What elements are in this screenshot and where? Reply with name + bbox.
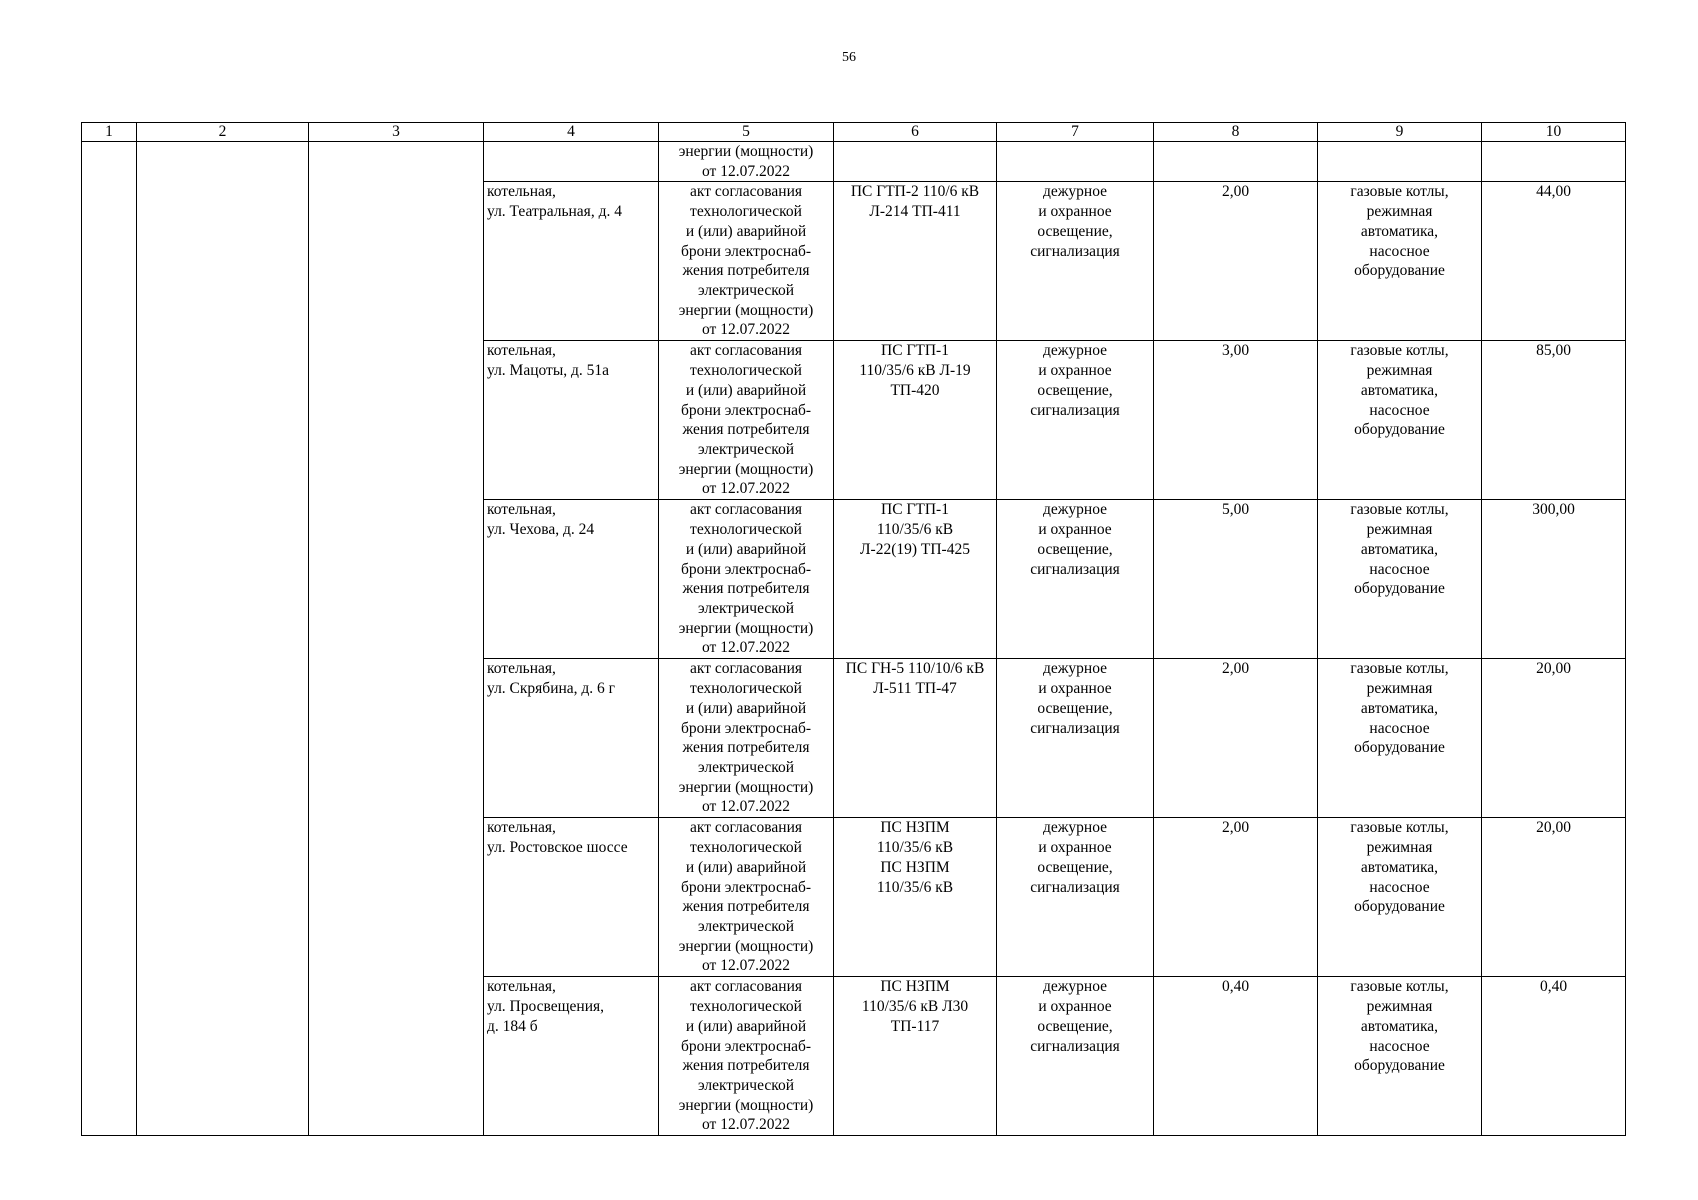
power-cell <box>1154 500 1318 659</box>
document-cell <box>659 818 834 977</box>
equipment-cell <box>1318 142 1482 182</box>
source-cell <box>834 977 997 1136</box>
object-text: котельная, ул. Мацоты, д. 51а <box>487 342 610 380</box>
loads-cell <box>997 142 1154 182</box>
equipment-text: газовые котлы, режимная автоматика, насосное оборудование <box>1350 501 1449 598</box>
equipment-text: газовые котлы, режимная автоматика, насосное оборудование <box>1350 183 1449 280</box>
equipment-text: газовые котлы, режимная автоматика, насосное оборудование <box>1350 342 1449 439</box>
power-text: 2,00 <box>1221 660 1250 678</box>
loads-cell <box>997 818 1154 977</box>
power-text: 2,00 <box>1221 819 1250 837</box>
value-text: 0,40 <box>1539 978 1568 996</box>
document-text: акт согласования технологической и (или) аварийной брони электроснаб- жения потребителя электрической энергии (мощности) от 12.07.2022 <box>678 342 814 498</box>
header-cell: 10 <box>1482 123 1626 142</box>
header-cell: 8 <box>1154 123 1318 142</box>
loads-cell <box>997 977 1154 1136</box>
loads-text: дежурное и охранное освещение, сигнализация <box>1030 183 1120 260</box>
document-cell <box>659 341 834 500</box>
equipment-text: газовые котлы, режимная автоматика, насосное оборудование <box>1350 978 1449 1075</box>
header-cell: 1 <box>82 123 137 142</box>
object-cell <box>484 818 659 977</box>
equipment-cell <box>1318 977 1482 1136</box>
header-cell: 9 <box>1318 123 1482 142</box>
source-text: ПС ГТП-1 110/35/6 кВ Л-19 ТП-420 <box>859 342 971 399</box>
organization-cell <box>309 142 484 1136</box>
source-text: ПС НЗПМ 110/35/6 кВ ПС НЗПМ 110/35/6 кВ <box>876 819 954 896</box>
object-cell <box>484 977 659 1136</box>
loads-text: дежурное и охранное освещение, сигнализация <box>1030 978 1120 1055</box>
document-cell <box>659 977 834 1136</box>
power-text: 0,40 <box>1221 978 1250 996</box>
object-cell <box>484 182 659 341</box>
value-text: 20,00 <box>1536 819 1571 837</box>
source-text: ПС ГН-5 110/10/6 кВ Л-511 ТП-47 <box>845 660 985 698</box>
power-cell <box>1154 142 1318 182</box>
source-cell <box>834 182 997 341</box>
object-text: котельная, ул. Просвещения, д. 184 б <box>487 978 605 1035</box>
source-cell <box>834 659 997 818</box>
value-cell <box>1482 142 1626 182</box>
document-text: акт согласования технологической и (или) аварийной брони электроснаб- жения потребителя электрической энергии (мощности) от 12.07.2022 <box>678 819 814 975</box>
value-cell <box>1482 977 1626 1136</box>
equipment-cell <box>1318 659 1482 818</box>
value-cell <box>1482 659 1626 818</box>
equipment-cell <box>1318 500 1482 659</box>
object-cell <box>484 341 659 500</box>
document-text: акт согласования технологической и (или) аварийной брони электроснаб- жения потребителя электрической энергии (мощности) от 12.07.2022 <box>678 501 814 657</box>
object-text: котельная, ул. Ростовское шоссе <box>487 819 628 857</box>
header-cell: 3 <box>309 123 484 142</box>
power-text: 2,00 <box>1221 183 1250 201</box>
source-cell <box>834 341 997 500</box>
value-cell <box>1482 341 1626 500</box>
power-cell <box>1154 182 1318 341</box>
document-text: акт согласования технологической и (или) аварийной брони электроснаб- жения потребителя электрической энергии (мощности) от 12.07.2022 <box>678 183 814 339</box>
loads-cell <box>997 182 1154 341</box>
object-cell <box>484 659 659 818</box>
section-cell <box>137 142 309 1136</box>
power-cell <box>1154 977 1318 1136</box>
source-cell <box>834 142 997 182</box>
power-cell <box>1154 818 1318 977</box>
object-cell <box>484 500 659 659</box>
source-text: ПС ГТП-1 110/35/6 кВ Л-22(19) ТП-425 <box>860 501 970 558</box>
power-text: 5,00 <box>1221 501 1250 519</box>
header-row <box>82 123 1626 142</box>
value-text: 20,00 <box>1536 660 1571 678</box>
loads-text: дежурное и охранное освещение, сигнализация <box>1030 501 1120 578</box>
document-cell <box>659 182 834 341</box>
value-text: 300,00 <box>1532 501 1575 519</box>
document-table <box>81 122 1626 1136</box>
row-number-cell <box>82 142 137 1136</box>
value-cell <box>1482 818 1626 977</box>
page-number: 56 <box>842 50 856 65</box>
document-text: акт согласования технологической и (или) аварийной брони электроснаб- жения потребителя электрической энергии (мощности) от 12.07.2022 <box>678 978 814 1134</box>
power-text: 3,00 <box>1221 342 1250 360</box>
loads-text: дежурное и охранное освещение, сигнализация <box>1030 660 1120 737</box>
loads-cell <box>997 659 1154 818</box>
document-cell <box>659 500 834 659</box>
value-text: 85,00 <box>1536 342 1571 360</box>
object-cell <box>484 142 659 182</box>
equipment-cell <box>1318 182 1482 341</box>
document-text: энергии (мощности) от 12.07.2022 <box>678 143 814 180</box>
value-text: 44,00 <box>1536 183 1571 201</box>
document-text: акт согласования технологической и (или) аварийной брони электроснаб- жения потребителя электрической энергии (мощности) от 12.07.2022 <box>678 660 814 816</box>
loads-cell <box>997 341 1154 500</box>
object-text: котельная, ул. Театральная, д. 4 <box>487 183 622 221</box>
source-cell <box>834 500 997 659</box>
power-cell <box>1154 341 1318 500</box>
value-cell <box>1482 182 1626 341</box>
header-cell: 2 <box>137 123 309 142</box>
equipment-cell <box>1318 818 1482 977</box>
table-row-continued <box>82 142 1626 182</box>
document-cell <box>659 142 834 182</box>
loads-text: дежурное и охранное освещение, сигнализация <box>1030 819 1120 896</box>
header-cell: 5 <box>659 123 834 142</box>
object-text: котельная, ул. Скрябина, д. 6 г <box>487 660 616 698</box>
source-text: ПС НЗПМ 110/35/6 кВ Л30 ТП-117 <box>861 978 969 1035</box>
equipment-text: газовые котлы, режимная автоматика, насосное оборудование <box>1350 819 1449 916</box>
header-cell: 4 <box>484 123 659 142</box>
source-cell <box>834 818 997 977</box>
power-cell <box>1154 659 1318 818</box>
header-cell: 7 <box>997 123 1154 142</box>
loads-cell <box>997 500 1154 659</box>
header-cell: 6 <box>834 123 997 142</box>
source-text: ПС ГТП-2 110/6 кВ Л-214 ТП-411 <box>850 183 980 221</box>
loads-text: дежурное и охранное освещение, сигнализация <box>1030 342 1120 419</box>
object-text: котельная, ул. Чехова, д. 24 <box>487 501 595 539</box>
document-cell <box>659 659 834 818</box>
equipment-text: газовые котлы, режимная автоматика, насосное оборудование <box>1350 660 1449 757</box>
value-cell <box>1482 500 1626 659</box>
equipment-cell <box>1318 341 1482 500</box>
